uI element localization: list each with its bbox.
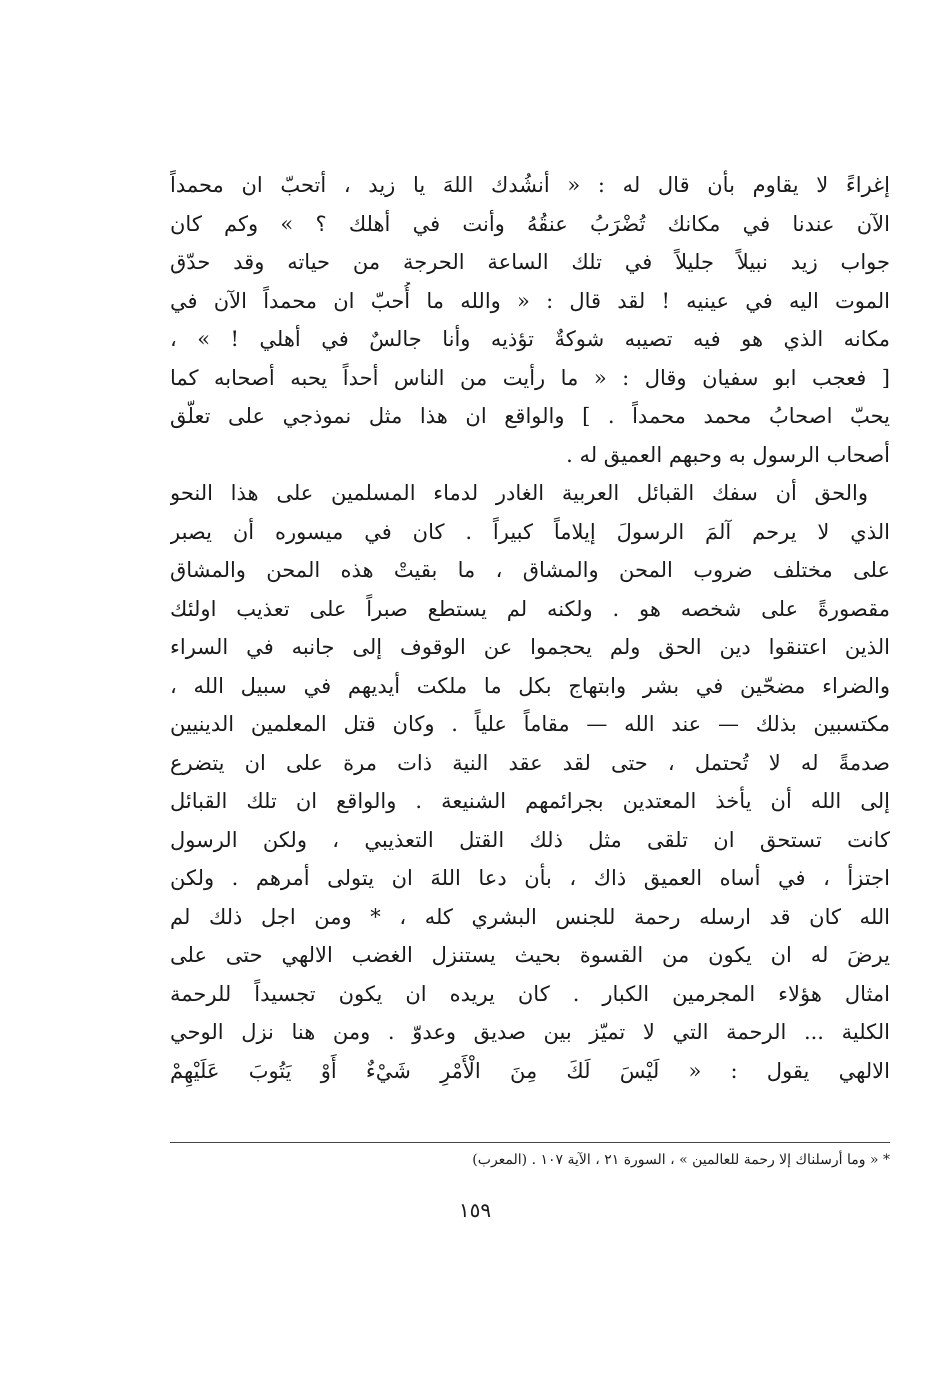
text-line: [ فعجب ابو سفيان وقال : « ما رأيت من الناس أحداً يحبه أصحابه كما — [170, 365, 890, 390]
text-line: كانت تستحق ان تلقى مثل ذلك القتل التعذيبي ، ولكن الرسول — [170, 827, 890, 852]
text-line: الموت اليه في عينيه ! لقد قال : « والله ما أُحبّ ان محمداً الآن في — [170, 288, 890, 313]
text-line: على مختلف ضروب المحن والمشاق ، ما بقيتْ هذه المحن والمشاق — [170, 558, 890, 582]
text-line: الذي لا يرحم آلمَ الرسولَ إيلاماً كبيراً . كان في ميسوره أن يصبر — [170, 519, 890, 544]
text-line: الكلية ... الرحمة التي لا تميّز بين صديق وعدوّ . ومن هنا نزل الوحي — [170, 1020, 890, 1044]
body-text — [170, 166, 890, 1090]
page-number: ١٥٩ — [458, 1198, 492, 1222]
text-line: الآن عندنا في مكانك تُضْرَبُ عنقُهُ وأنت في أهلك ؟ » وكم كان — [170, 211, 890, 236]
text-line: مقصورةً على شخصه هو . ولكنه لم يستطع صبراً على تعذيب اولئك — [170, 596, 890, 621]
text-line: يحبّ اصحابُ محمد محمداً . ] والواقع ان هذا مثل نموذجي على تعلّق — [170, 404, 890, 428]
text-line: إلى الله أن يأخذ المعتدين بجرائمهم الشنيعة . والواقع ان تلك القبائل — [170, 789, 890, 813]
text-line: الذين اعتنقوا دين الحق ولم يحجموا عن الوقوف إلى جانبه في السراء — [170, 635, 890, 659]
text-line: جواب زيد نبيلاً جليلاً في تلك الساعة الحرجة من حياته وقد حدّق — [170, 250, 890, 274]
text-line: الله كان قد ارسله رحمة للجنس البشري كله ، * ومن اجل ذلك لم — [170, 904, 890, 929]
text-line: مكتسبين بذلك — عند الله — مقاماً علياً . وكان قتل المعلمين الدينيين — [170, 712, 890, 736]
text-line: امثال هؤلاء المجرمين الكبار . كان يريده ان يكون تجسيداً للرحمة — [170, 981, 890, 1006]
text-line: صدمةً له لا تُحتمل ، حتى لقد عقد النية ذات مرة على ان يتضرع — [170, 750, 890, 775]
text-line: الالهي يقول : « لَيْسَ لَكَ مِنَ الْأَمْرِ شَيْءٌ أَوْ يَتُوبَ عَلَيْهِمْ — [170, 1058, 890, 1083]
text-line: والضراء مضحّين في بشر وابتهاج بكل ما ملكت أيديهم في سبيل الله ، — [170, 673, 890, 698]
text-line: والحق أن سفك القبائل العربية الغادر لدماء المسلمين على هذا النحو — [170, 481, 868, 505]
text-line: مكانه الذي هو فيه تصيبه شوكةٌ تؤذيه وأنا جالسٌ في أهلي ! » ، — [170, 327, 890, 351]
footnote: * « وما أرسلناك إلا رحمة للعالمين » ، السورة ٢١ ، الآية ١٠٧ . (المعرب) — [472, 1152, 890, 1168]
footnote-divider — [170, 1142, 890, 1143]
text-line: اجتزأ ، في أساه العميق ذاك ، بأن دعا اللهَ ان يتولى أمرهم . ولكن — [170, 866, 890, 890]
text-line: إغراءً لا يقاوم بأن قال له : « أنشُدك اللهَ يا زيد ، أتحبّ ان محمداً — [170, 173, 890, 197]
text-line: أصحاب الرسول به وحبهم العميق له . — [566, 442, 890, 467]
text-line: يرضَ له ان يكون من القسوة بحيث يستنزل الغضب الالهي حتى على — [170, 943, 890, 967]
